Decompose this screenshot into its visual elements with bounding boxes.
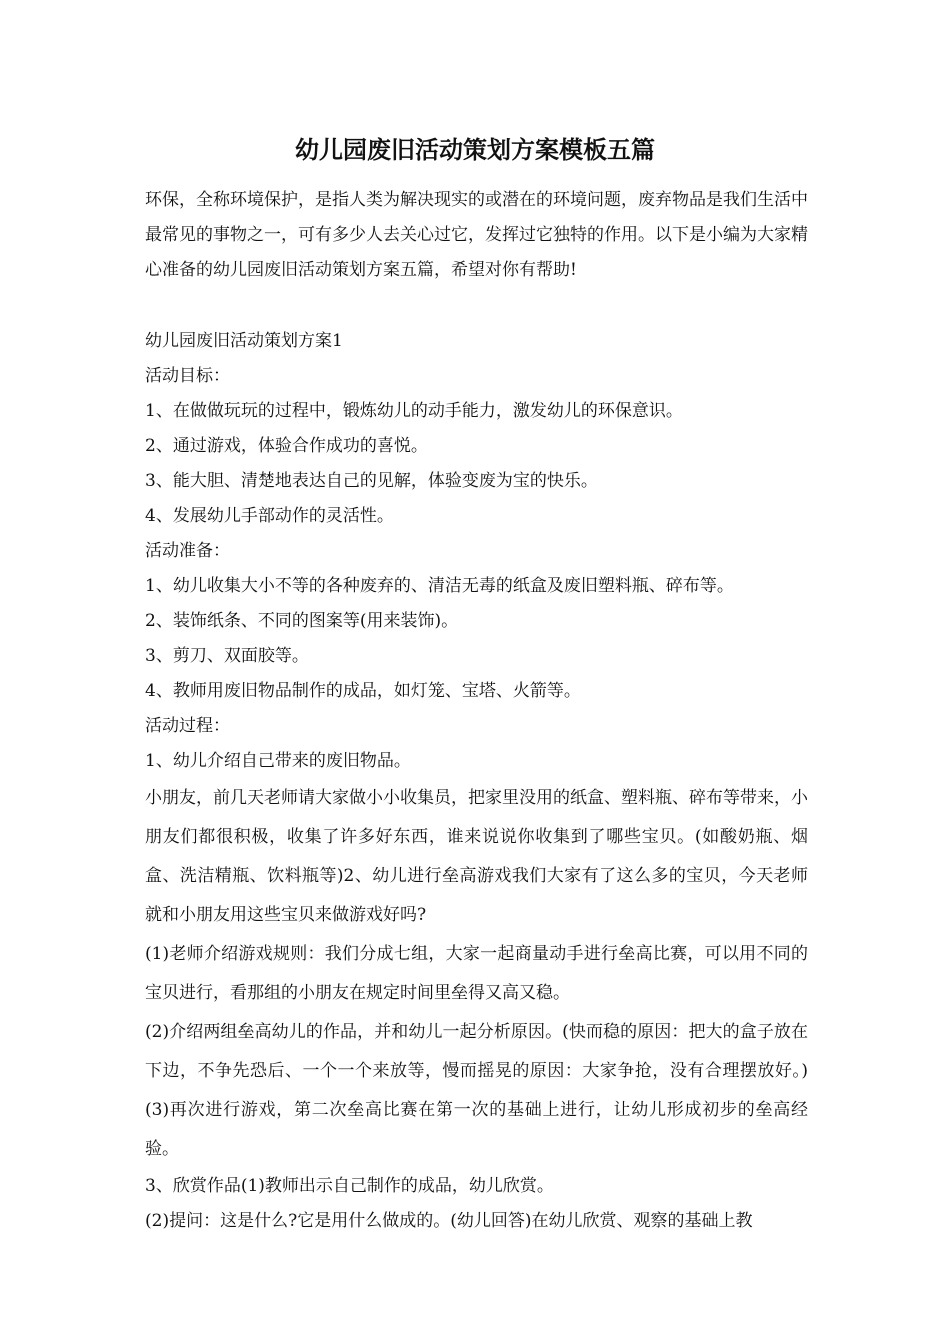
- intro-paragraph: 环保，全称环境保护，是指人类为解决现实的或潜在的环境问题，废弃物品是我们生活中最常见的事物之一，可有多少人去关心过它，发挥过它独特的作用。以下是小编为大家精心准备的幼儿园废旧活动策划方案五篇，希望对你有帮助!: [145, 190, 808, 280]
- document-body: [145, 183, 808, 1239]
- prep-item: 1、幼儿收集大小不等的各种废弃的、清洁无毒的纸盒及废旧塑料瓶、碎布等。: [145, 576, 734, 596]
- process-step: 3、欣赏作品(1)教师出示自己制作的成品，幼儿欣赏。: [145, 1176, 554, 1196]
- prep-item: 4、教师用废旧物品制作的成品，如灯笼、宝塔、火箭等。: [145, 681, 581, 701]
- prep-item: 2、装饰纸条、不同的图案等(用来装饰)。: [145, 611, 459, 631]
- goals-label: 活动目标：: [145, 366, 230, 386]
- process-step: 1、幼儿介绍自己带来的废旧物品。: [145, 751, 411, 771]
- body-paragraph: (2)介绍两组垒高幼儿的作品，并和幼儿一起分析原因。(快而稳的原因：把大的盒子放在下边，不争先恐后、一个一个来放等，慢而摇晃的原因：大家争抢，没有合理摆放好。)(3)再次进行游戏，第二次垒高比赛在第一次的基础上进行，让幼儿形成初步的垒高经验。: [145, 1022, 808, 1159]
- process-label: 活动过程：: [145, 716, 230, 736]
- section-spacer: [145, 288, 808, 324]
- goal-item: 4、发展幼儿手部动作的灵活性。: [145, 506, 394, 526]
- goal-item: 3、能大胆、清楚地表达自己的见解，体验变废为宝的快乐。: [145, 471, 598, 491]
- prep-item: 3、剪刀、双面胶等。: [145, 646, 309, 666]
- body-paragraph: 小朋友，前几天老师请大家做小小收集员，把家里没用的纸盒、塑料瓶、碎布等带来，小朋友们都很积极，收集了许多好东西，谁来说说你收集到了哪些宝贝。(如酸奶瓶、烟盒、洗洁精瓶、饮料瓶等)2、幼儿进行垒高游戏我们大家有了这么多的宝贝，今天老师就和小朋友用这些宝贝来做游戏好吗?: [145, 788, 808, 925]
- document-title: 幼儿园废旧活动策划方案模板五篇: [295, 136, 655, 164]
- goal-item: 1、在做做玩玩的过程中，锻炼幼儿的动手能力，激发幼儿的环保意识。: [145, 401, 683, 421]
- prep-label: 活动准备：: [145, 541, 230, 561]
- body-paragraph: (1)老师介绍游戏规则：我们分成七组，大家一起商量动手进行垒高比赛，可以用不同的宝贝进行，看那组的小朋友在规定时间里垒得又高又稳。: [145, 944, 808, 1003]
- section-heading: 幼儿园废旧活动策划方案1: [145, 331, 343, 351]
- goal-item: 2、通过游戏，体验合作成功的喜悦。: [145, 436, 428, 456]
- body-paragraph: (2)提问：这是什么?它是用什么做成的。(幼儿回答)在幼儿欣赏、观察的基础上教: [145, 1211, 753, 1231]
